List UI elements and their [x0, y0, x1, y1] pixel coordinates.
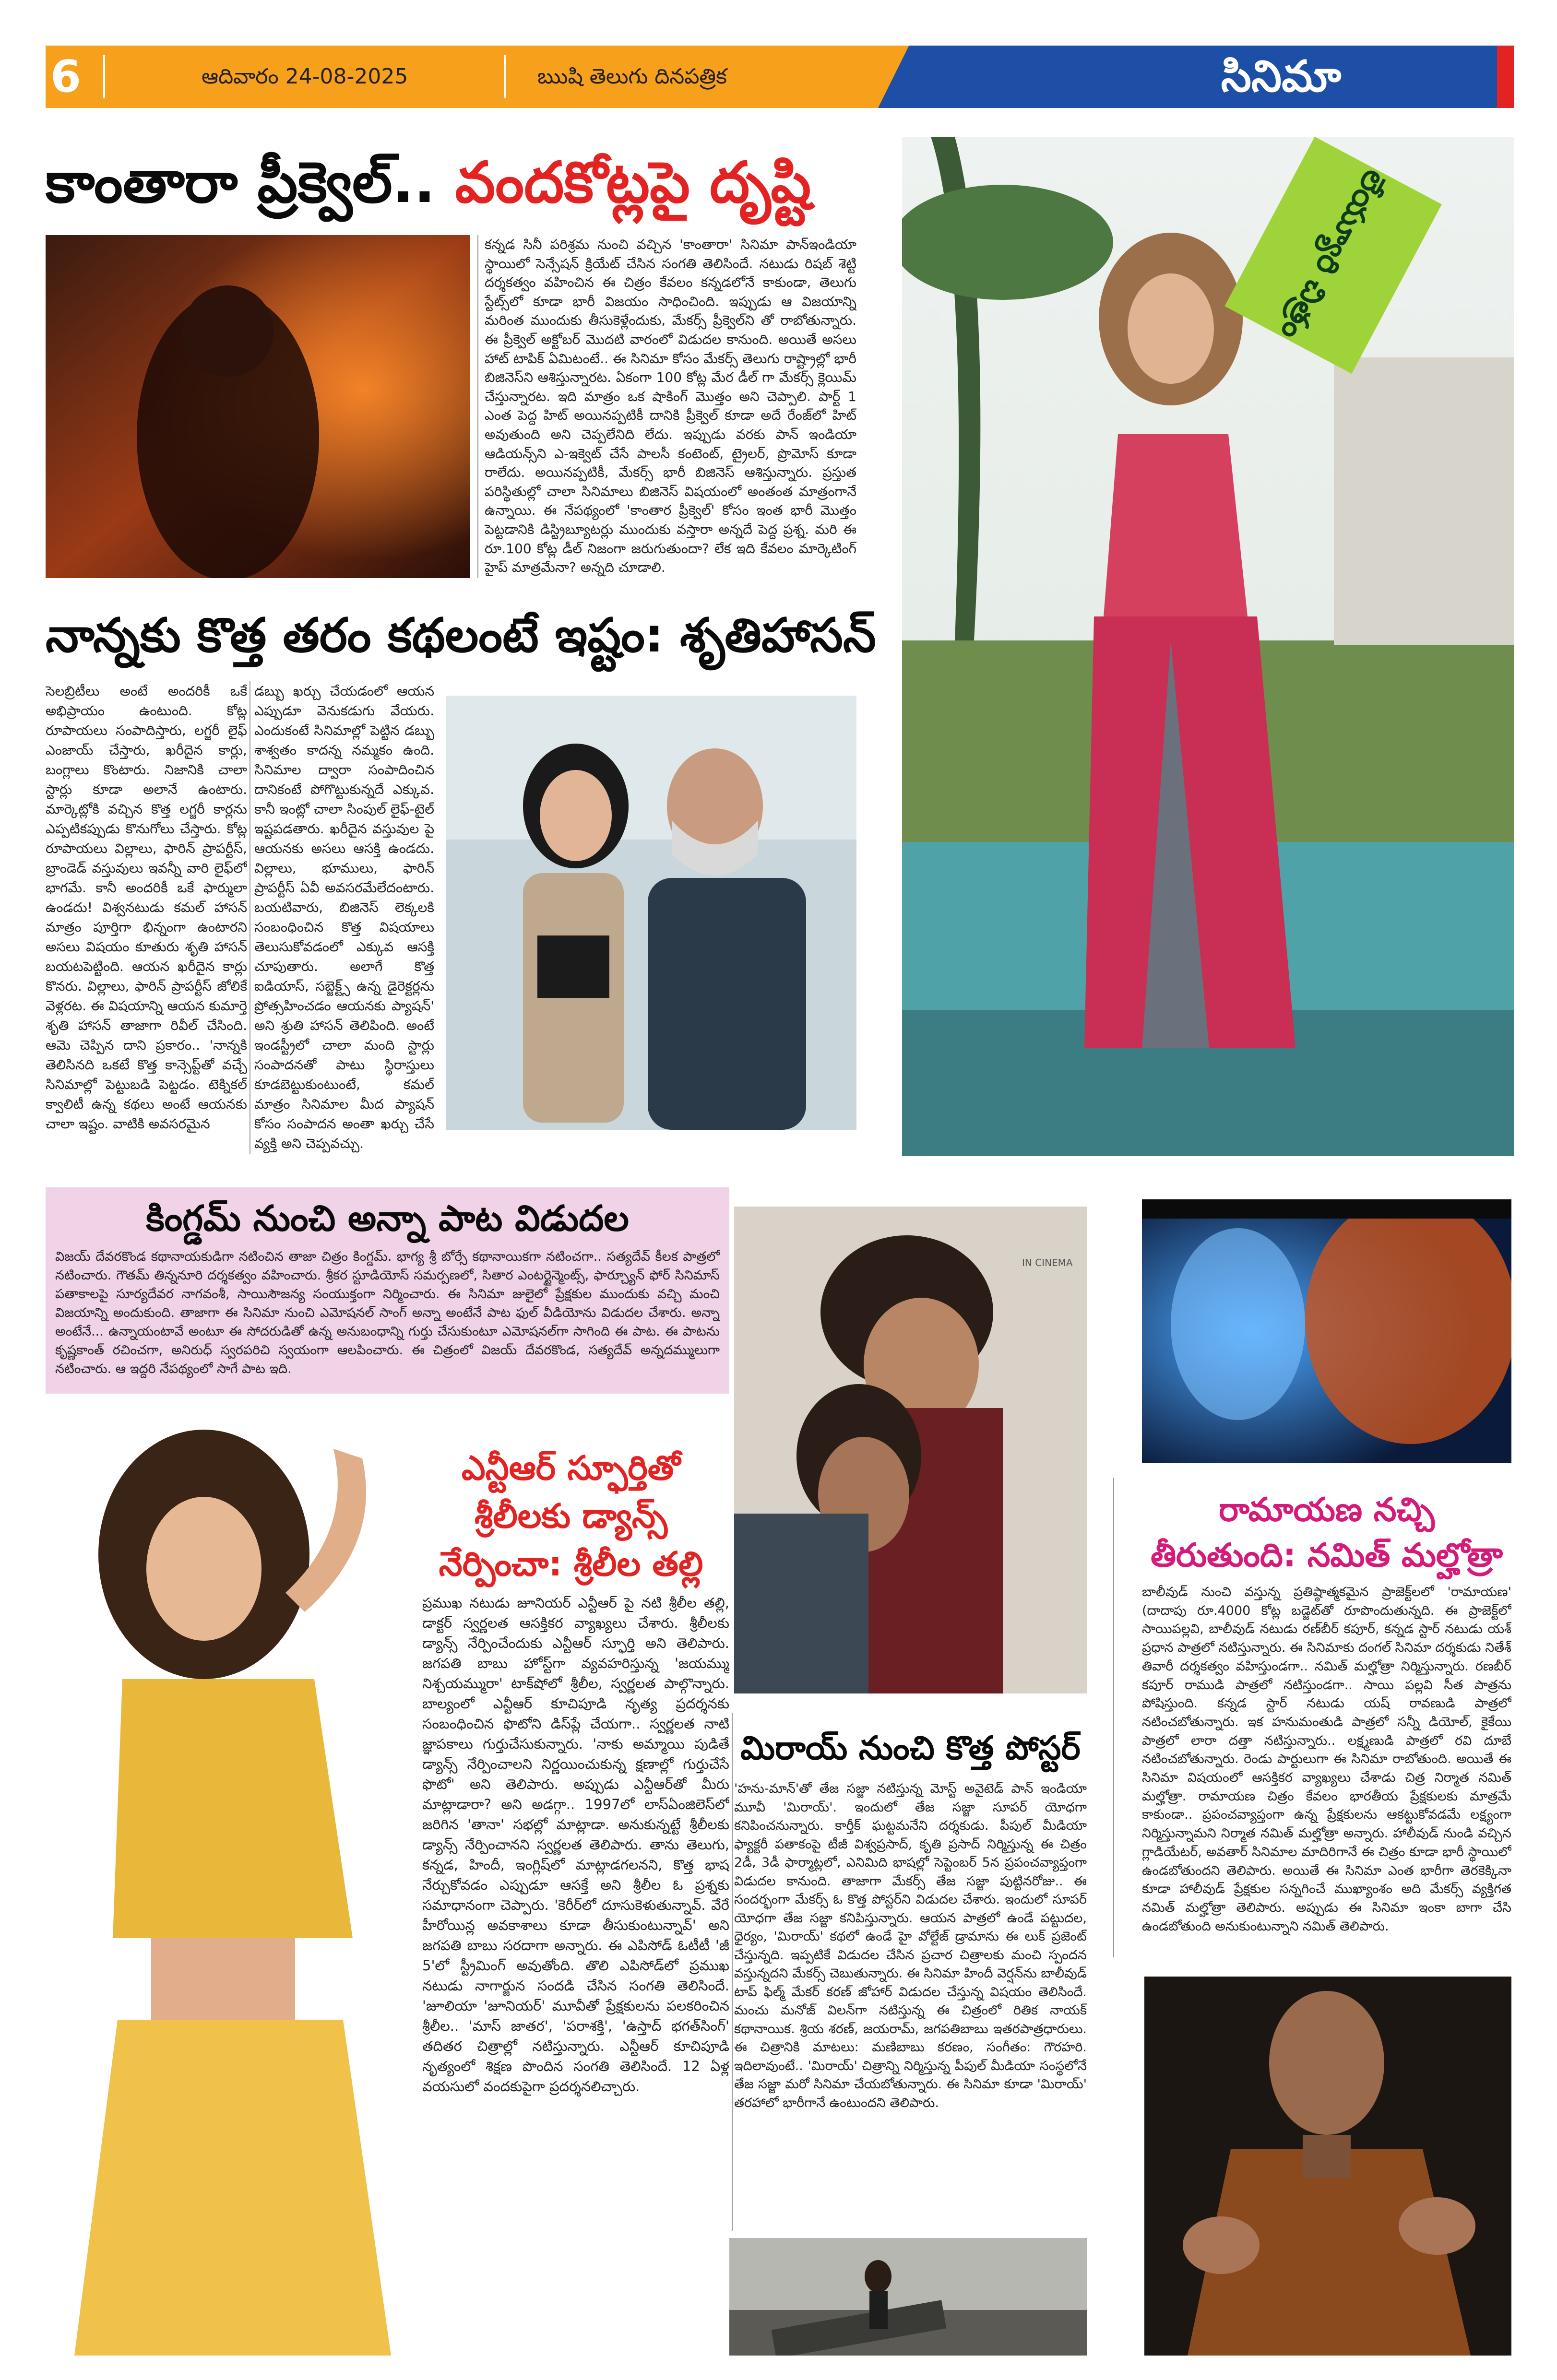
column-rule	[732, 1713, 733, 2231]
mirai-body: 'హను-మాన్'తో తేజ సజ్జా నటిస్తున్న మోస్ట్ అవైటెడ్ పాన్ ఇండియా మూవీ 'మిరాయ్'. ఇందులో తేజ సజ్జా సూపర్ యోధగా కనిపించనున్నారు. కార్తీక్ ఘట్టమనేని దర్శకుడు. పీపుల్ మీడియా ఫ్యాక్టరీ పతాకంపై టీజీ విశ్వప్రసాద్, కృతి ప్రసాద్ నిర్మిస్తున్న ఈ చిత్రం 2డీ, 3డీ ఫార్మాట్లలో, ఎనిమిది భాషల్లో సెప్టెంబర్ 5న ప్రపంచవ్యాప్తంగా విడుదల కానుంది. తాజాగా మేకర్స్ తేజ సజ్జా పుట్టినరోజు.. ఈ సందర్భంగా మేకర్స్ ఓ కొత్త పోస్టర్‌ని విడుదల చేశారు. ఇందులో సూపర్ యోధగా తేజ సజ్జా కనిపిస్తున్నారు. ఆయన పాత్రలో ఉండే పట్టుదల, ధైర్యం, 'మిరాయ్' కథలో ఉండే హై వోల్టేజ్ డ్రామాను ఈ లుక్ ప్రజెంట్ చేస్తున్నది. ఇప్పటికే విడుదల చేసిన ప్రచార చిత్రాలకు మంచి స్పందన వస్తున్నదని మేకర్స్ చెబుతున్నారు. ఈ సినిమా హిందీ వెర్షన్‌ను బాలీవుడ్ టాప్ ఫిల్మ్ మేకర్ కరణ్ జోహార్ విడుదల చేస్తున్న విషయం తెలిసిందే. మంచు మనోజ్ విలన్‌గా నటిస్తున్న ఈ చిత్రంలో రితిక నాయక్ కథానాయిక. శ్రియ శరణ్, జయరామ్, జగపతిబాబు ఇతరపాత్రధారులు. ఈ చిత్రానికి మాటలు: మణిబాబు కరణం, సంగీతం: గౌరహరి. ఇదిలావుంటే.. 'మిరాయ్' చిత్రాన్ని నిర్మిస్తున్న పీపుల్ మీడియా సంస్థలోనే తేజ సజ్జా మరో సినిమా చేయబోతున్నారు. ఈ సినిమా కూడా 'మిరాయ్' తరహాలో భారీగానే ఉంటుందని తెలిపారు.	[734, 1781, 1087, 2110]
kingdom-headline: కింగ్డమ్ నుంచి అన్నా పాట విడుదల	[146, 1198, 629, 1239]
page-number: 6	[50, 51, 82, 102]
kantara-headline	[46, 144, 811, 221]
feature-glamour-photo	[902, 137, 1514, 1156]
namit-malhotra-photo	[1144, 1977, 1511, 2356]
layout-stamp-text: లేయ్యూరి చిత్రం	[1273, 164, 1393, 346]
mirai-poster-photo	[729, 2238, 1087, 2356]
kingdom-body: విజయ్ దేవరకొండ కథానాయకుడిగా నటించిన తాజా చిత్రం కింగ్డమ్. భాగ్య శ్రీ బోర్సే కథానాయికగా నటించగా.. సత్యదేవ్ కీలక పాత్రలో నటించారు. గౌతమ్ తిన్ననూరి దర్శకత్వం వహించారు. శ్రీకర స్టూడియోస్ సమర్పణలో, సితార ఎంటర్టైన్మెంట్స్, ఫార్చ్యూన్ ఫోర్ సినిమాస్ పతాకాలపై సూర్యదేవర నాగవంశీ, సాయిసౌజన్య సంయుక్తంగా నిర్మించారు. ఈ సినిమా జులైలో ప్రేక్షకుల ముందుకు వచ్చి మంచి విజయాన్ని అందుకుంది. తాజాగా ఈ సినిమా నుంచి ఎమోషనల్ సాంగ్ అన్నా అంటేనే పాట ఫుల్ వీడియోను విడుదల చేశారు. అన్నా అంటేనే... ఉన్నాయంటావే అంటూ ఈ సోదరుడితో ఉన్న అనుబంధాన్ని గుర్తు చేసుకుంటూ ఎమోషనల్‌గా సాగింది ఈ పాట. ఈ పాటను కృష్ణకాంత్ రచించగా, అనిరుధ్ స్వరపరిచి స్వయంగా ఆలపించారు. ఈ చిత్రంలో విజయ్ దేవరకొండ, సత్యదేవ్ అన్నదమ్ములుగా నటించారు. ఆ ఇద్దరి నేపథ్యంలో సాగే పాట ఇది.	[55, 1249, 720, 1376]
ntr-headline-line1: ఎన్టీఆర్ స్ఫూర్తితో	[461, 1448, 681, 1488]
issue-date: ఆదివారం 24-08-2025	[202, 64, 408, 89]
header-divider	[103, 55, 105, 98]
shruti-headline: నాన్నకు కొత్త తరం కథలంటే ఇష్టం: శృతిహాసన్	[46, 608, 876, 663]
ntr-headline-line2: శ్రీలీలకు డ్యాన్స్	[474, 1496, 668, 1536]
shruti-body-col2: డబ్బు ఖర్చు చేయడంలో ఆయన ఎప్పుడూ వెనుకడుగు వేయరు. ఎందుకంటే సినిమాల్లో పెట్టిన డబ్బు శాశ్వతం కాదన్న నమ్మకం ఉంది. సినిమాల ద్వారా సంపాదించిన దానికంటే పోగొట్టుకున్నదే ఎక్కువ. కానీ ఇంట్లో చాలా సింపుల్ లైఫ్-టైల్‌ ఇష్టపడతారు. ఖరీదైన వస్తువుల పై ఆయనకు అసలు ఆసక్తి ఉండదు. విల్లాలు, భూములు, ఫారిన్ ప్రాపర్టీస్ ఏవీ అవసరమేలేదంటారు. బయటివారు, బిజినెస్ లెక్కలకి సంబంధించిన కొత్త విషయాలు తెలుసుకోవడంలో ఎక్కువ ఆసక్తి చూపుతారు. అలాగే కొత్త ఐడియాస్, సబ్జెక్ట్స్ ఉన్న డైరెక్టర్లను ప్రోత్సహించడం ఆయనకు ప్యాషన్' అని శ్రుతి హాసన్ తెలిపింది. అంటే ఇండస్ట్రీలో చాలా మంది స్టార్లు సంపాదనతో పాటు స్థిరాస్తులు కూడబెట్టుకుంటుంటే, కమల్ మాత్రం సినిమాల మీద ప్యాషన్ కోసం సంపాదన అంతా ఖర్చు చేసే వ్యక్తి అని చెప్పవచ్చు.	[254, 683, 434, 1151]
ntr-body: ప్రముఖ నటుడు జూనియర్ ఎన్టీఆర్ పై నటి శ్రీలీల తల్లి, డాక్టర్ స్వర్ణలత ఆసక్తికర వ్యాఖ్యలు చేశారు. శ్రీలీలకు డ్యాన్స్ నేర్పించేందుకు ఎన్టీఆర్ స్ఫూర్తి అని తెలిపారు. జగపతి బాబు హోస్ట్‌గా వ్యవహరిస్తున్న 'జయమ్ము నిశ్చయమ్మురా' టాక్‌షోలో శ్రీలీల, స్వర్ణలత పాల్గొన్నారు. బాల్యంలో ఎన్టీఆర్ కూచిపూడి నృత్య ప్రదర్శనకు సంబంధించిన ఫొటోని డిస్‌ప్లే చేయగా.. స్వర్ణలత నాటి జ్ఞాపకాలు గుర్తుచేసుకున్నారు. 'నాకు అమ్మాయి పుడితే డ్యాన్స్ నేర్పించాలని నిర్ణయించుకున్న క్షణాల్లో గుర్తుచేసే ఫొటో' అని తెలిపారు. అప్పుడు ఎన్టీఆర్‌తో మీరు మాట్లాడారా? అని అడగ్గా.. 1997లో లాస్‌ఏంజిలెస్‌లో జరిగిన 'తానా' సభల్లో మాట్లాడా. అనుకున్నట్టే శ్రీలీలకు డ్యాన్స్ నేర్పించానని స్వర్ణలత తెలిపారు. తాను తెలుగు, కన్నడ, హిందీ, ఇంగ్లిష్‌లో మాట్లాడగలనని, కొత్త భాష నేర్చుకోవడం ఎప్పుడూ ఆసక్తే అని శ్రీలీల ఓ ప్రశ్నకు సమాధానంగా చెప్పారు. 'కెరీర్‌లో దూసుకెళుతున్నావ్. వేరే హీరోయిన్ల అవకాశాలు కూడా తీసుకుంటున్నావ్' అని జగపతి బాబు సరదాగా అన్నారు. ఈ ఎపిసోడ్ ఓటీటీ 'జీ 5'లో స్ట్రీమింగ్ అవుతోంది. తొలి ఎపిసోడ్‌లో ప్రముఖ నటుడు నాగార్జున సందడి చేసిన సంగతి తెలిసిందే. 'జూలియా 'జూనియర్' మూవీతో ప్రేక్షకులను పలకరించిన శ్రీలీల.. 'మాస్ జాతర', 'పరాశక్తి', 'ఉస్తాద్ భగత్‌సింగ్' తదితర చిత్రాల్లో నటిస్తున్నారు. ఎన్టీఆర్ కూచిపూడి నృత్యంలో శిక్షణ పొందిన సంగతి తెలిసిందే. 12 ఏళ్ల వయసులో వందకుపైగా ప్రదర్శనలిచ్చారు.	[422, 1595, 729, 2095]
kantara-photo	[46, 235, 470, 578]
ntr-headline-line3: నేర్పించా: శ్రీలీల తల్లి	[439, 1544, 703, 1584]
column-rule	[1113, 1478, 1114, 1957]
ramayana-headline-line1: రామాయణ నచ్చి	[1219, 1491, 1435, 1529]
kantara-headline-part2: వందకోట్లపై దృష్టి	[455, 149, 811, 215]
header-divider	[504, 55, 506, 98]
kantara-headline-part1: కాంతారా ప్రీక్వెల్..	[46, 149, 436, 215]
header-red-tab	[1497, 46, 1514, 108]
kingdom-photo-caption: IN CINEMA	[1022, 1257, 1073, 1268]
mirai-headline: మిరాయ్ నుంచి కొత్త పోస్టర్	[740, 1729, 1081, 1767]
kantara-body: కన్నడ సినీ పరిశ్రమ నుంచి వచ్చిన 'కాంతారా' సినిమా పాన్ఇండియా స్థాయిలో సెన్సేషన్ క్రియేట్ చేసిన సంగతి తెలిసిందే. నటుడు రిషబ్ శెట్టి దర్శకత్వం వహించిన ఈ చిత్రం కేవలం కన్నడలోనే కాకుండా, తెలుగు స్టేట్స్‌లో కూడా భారీ విజయం సాధించింది. ఇప్పుడు ఆ విజయాన్ని మరింత ముందుకు తీసుకెళ్లేందుకు, మేకర్స్ ప్రీక్వెల్‌ని తో రాబోతున్నారు. ఈ ప్రీక్వెల్ అక్టోబర్ మొదటి వారంలో విడుదల కానుంది. అయితే అసలు హాట్ టాపిక్ ఏమిటంటే.. ఈ సినిమా కోసం మేకర్స్ తెలుగు రాష్ట్రాల్లో భారీ బిజినెస్‌ని ఆశిస్తున్నారట. ఏకంగా 100 కోట్ల మేర డీల్ గా మేకర్స్ క్లెయిమ్ చేస్తున్నారట. ఇది మాత్రం ఒక షాకింగ్ మొత్తం అని చెప్పాలి. పార్ట్ 1 ఎంత పెద్ద హిట్ అయినప్పటికీ దానికి ప్రీక్వెల్ కూడా అదే రేంజ్‌లో హిట్ అవుతుంది అని చెప్పలేనిది లేదు. ఇప్పుడు వరకు పాన్ ఇండియా ఆడియన్స్‌ని ఎ-ఇక్వెట్ చేసే పాలసీ కంటెంట్, ట్రైలర్, ప్రొమోస్ కూడా రాలేదు. అయినప్పటికీ, మేకర్స్ భారీ బిజినెస్ ఆశిస్తున్నారు. ప్రస్తుత పరిస్థితుల్లో చాలా సినిమాలు బిజినెస్ విషయంలో అంతంత మాత్రంగానే ఉన్నాయి. ఈ నేపథ్యంలో 'కాంతార ప్రీక్వెల్' కోసం ఇంత భారీ మొత్తం పెట్టడానికి డిస్ట్రిబ్యూటర్లు ముందుకు వస్తారా అన్నదే పెద్ద ప్రశ్న. మరి ఈ రూ.100 కోట్ల డీల్ నిజంగా జరుగుతుందా? లేక ఇది కేవలం మార్కెటింగ్ హైప్ మాత్రమేనా? అన్నది చూడాలి.	[485, 237, 856, 576]
ramayana-body: బాలీవుడ్ నుంచి వస్తున్న ప్రతిష్ఠాత్మకమైన ప్రాజెక్ట్‌లలో 'రామాయణ' (దాదాపు రూ.4000 కోట్ల బడ్జెట్‌తో రూపొందుతున్నది. ఈ ప్రాజెక్ట్‌లో సాయిపల్లవి, బాలీవుడ్ నటుడు రణ్‌బీర్ కపూర్, కన్నడ స్టార్ నటుడు యశ్ ప్రధాన పాత్రలో నటిస్తున్నారు. ఈ సినిమాకు దంగల్ సినిమా దర్శకుడు నితేశ్ తివారీ దర్శకత్వం వహిస్తుండగా.. నమిత్ మల్హోత్రా నిర్మిస్తున్నారు. రణబీర్ కపూర్ రాముడి పాత్రలో నటిస్తుండగా.. సాయి పల్లవి సీత పాత్రను పోషిస్తుంది. కన్నడ స్టార్ నటుడు యష్ రావణుడి పాత్రలో నటించబోతున్నారు. ఇక హనుమంతుడి పాత్రలో సన్నీ డియోల్, కైకేయి పాత్రలో లారా దత్తా నటిస్తున్నారు.. లక్ష్మణుడి పాత్రలో రవి దూబే నటించబోతున్నారు. రెండు పార్టులుగా ఈ సినిమా రాబోతుంది. అయితే ఈ సినిమా విషయంలో ఆసక్తికర వ్యాఖ్యలు చేశాడు చిత్ర నిర్మాత నమిత్ మల్హోత్రా. రామాయణ చిత్రం కేవలం భారతీయ ప్రేక్షకులకు మాత్రమే కాకుండా.. ప్రపంచవ్యాప్తంగా ఉన్న ప్రేక్షకులను ఆకట్టుకోవడమే లక్ష్యంగా నిర్మిస్తున్నామని నిర్మాత నమిత్ మల్హోత్రా అన్నారు. హాలీవుడ్ నుండి వచ్చిన గ్లాడియేటర్, అవతార్ సినిమాల మాదిరిగానే ఈ చిత్రం కూడా భారీ స్థాయిలో ఉండబోతుందని తెలిపారు. అయితే ఈ సినిమా ఎంత భారీగా తెరకెక్కినా కూడా హాలీవుడ్ ప్రేక్షకుల సన్నగించే ముఖ్యాంశం అది మేకర్స్ వ్యక్తిగత నమిత్ మల్హోత్రా తెలిపారు. అప్పుడు ఈ సినిమా ఇంకా బాగా చేసి ఉండబోతుంది అనుకుంటున్నాని నమిత్ తెలిపారు.	[1142, 1585, 1511, 1934]
ramayana-headline-line2: తీరుతుంది: నమిత్ మల్హోత్రా	[1150, 1537, 1503, 1575]
newspaper-name: ఋషి తెలుగు దినపత్రిక	[537, 64, 727, 89]
column-rule	[477, 235, 478, 578]
sreeleela-photo	[46, 1410, 410, 2356]
kingdom-photo	[734, 1207, 1087, 1693]
section-title: సినిమా	[1221, 51, 1342, 102]
shruti-kamal-photo	[446, 696, 856, 1130]
shruti-body-col1: సెలబ్రిటీలు అంటే అందరికీ ఒకే అభిప్రాయం ఉంటుంది. కోట్ల రూపాయలు సంపాదిస్తారు, లగ్జరీ లైఫ్ ఎంజాయ్ చేస్తారు, ఖరీదైన కార్లు, బంగ్లాలు కొంటారు. నిజానికి చాలా స్టార్లు కూడా అలానే ఉంటారు. మార్కెట్లోకి వచ్చిన కొత్త లగ్జరీ కార్లను ఎప్పటికప్పుడు కొనుగోలు చేస్తారు. కోట్ల రూపాయలు విల్లాలు, ఫారిన్ ప్రాపర్టీస్, బ్రాండెడ్ వస్తువులు ఇవన్నీ వారి లైఫ్‌లో భాగమే. కానీ అందరికీ ఒకే ఫార్ములా ఉండదు! విశ్వనటుడు కమల్ హాసన్ మాత్రం పూర్తిగా భిన్నంగా ఉంటారని అసలు విషయం కూతురు శృతి హాసన్ బయటపెట్టింది. ఆయన ఖరీదైన కార్లు కొనరు. విల్లాలు, ఫారిన్ ప్రాపర్టీస్ జోలికే వెళ్లరట. ఈ విషయాన్ని ఆయన కుమార్తె శృతి హాసన్ తాజాగా రివీల్ చేసింది. ఆమె చెప్పిన దాని ప్రకారం.. 'నాన్నకి తెలిసినది ఒకటే కొత్త కాన్సెప్ట్‌తో వచ్చే సినిమాల్లో పెట్టుబడి పెట్టడం. టెక్నికల్ క్వాలిటీ ఉన్న కథలు అంటే ఆయనకు చాలా ఇష్టం. వాటికి అవసరమైన	[46, 683, 247, 1132]
ramayana-poster-photo	[1142, 1199, 1511, 1463]
